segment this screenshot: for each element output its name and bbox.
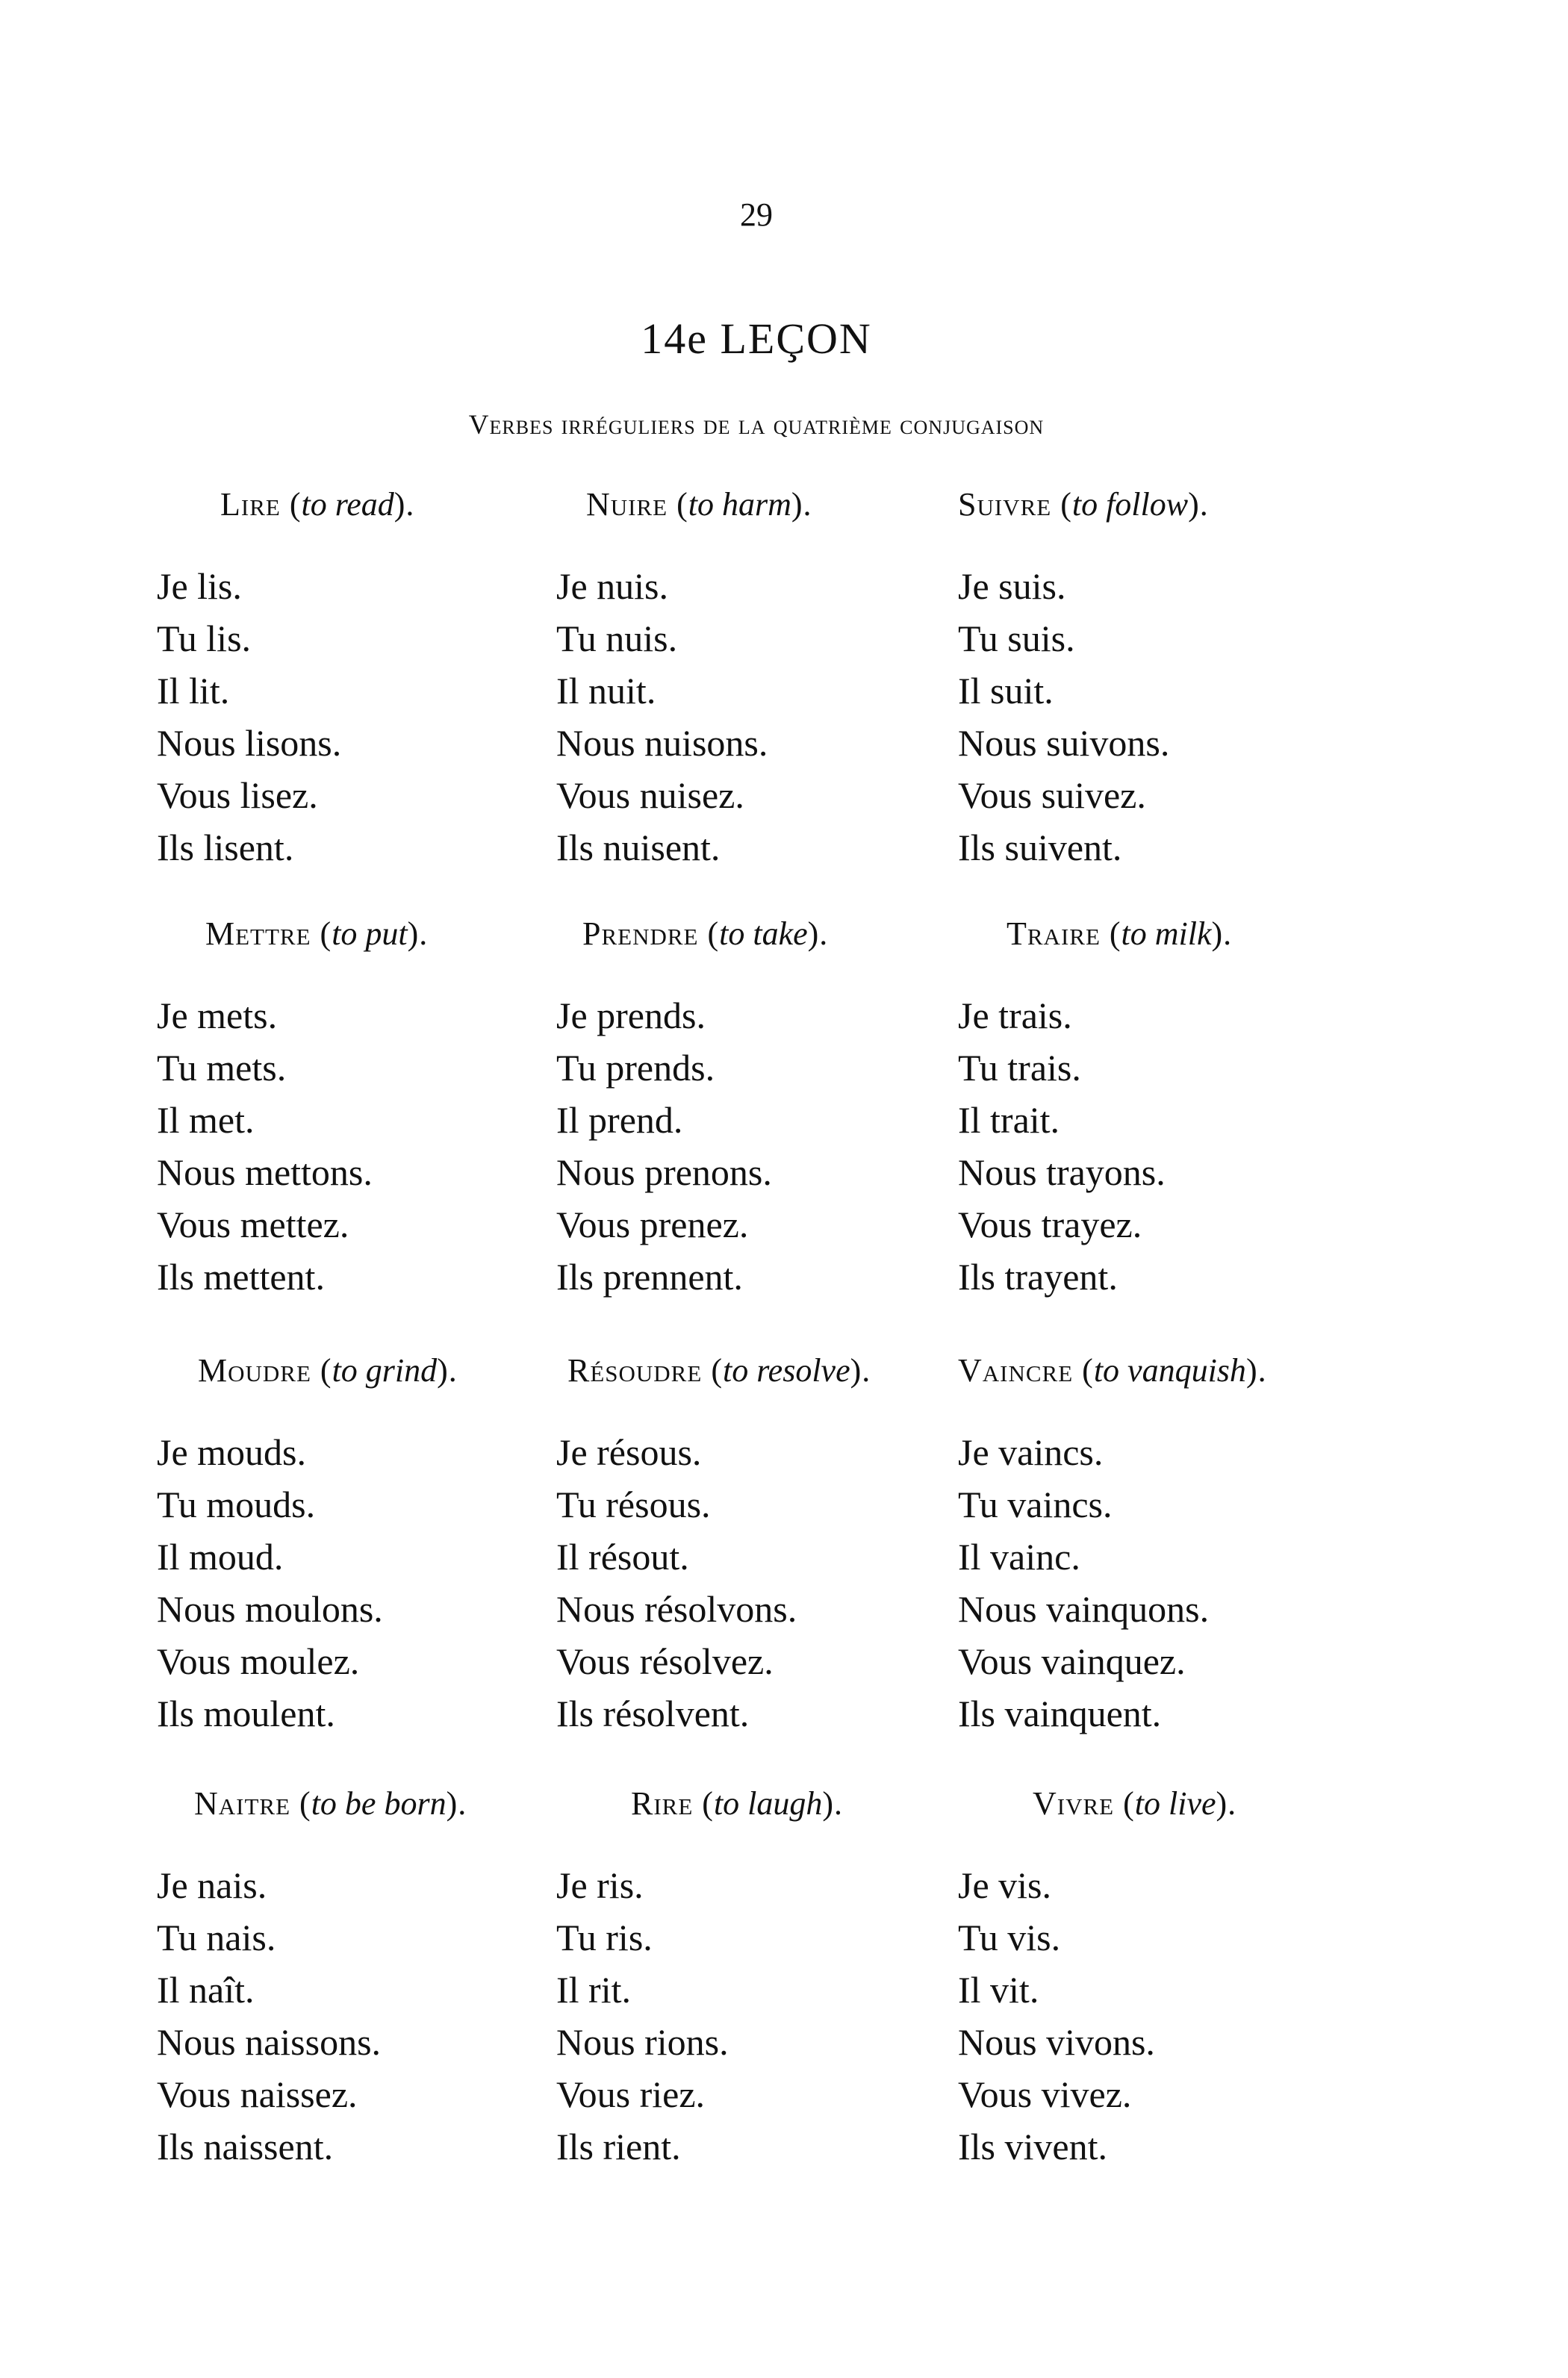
conjugation-list <box>556 1426 797 1740</box>
section-subtitle: Verbes irréguliers de la quatrième conjugaison <box>468 410 1045 441</box>
conjugation-form: Tu résous. <box>556 1484 711 1525</box>
conjugation-form: Ils trayent. <box>958 1256 1118 1298</box>
conjugation-form: Il met. <box>157 1099 255 1141</box>
verb-header <box>198 1351 458 1389</box>
gloss-open-paren: ( <box>693 1785 714 1822</box>
conjugation-list <box>157 560 341 874</box>
conjugation-form: Vous nuisez. <box>556 774 744 816</box>
verb-gloss: to grind <box>332 1352 438 1389</box>
verb-header <box>205 915 428 953</box>
gloss-open-paren: ( <box>311 915 332 952</box>
verb-infinitive: Traire <box>1007 915 1101 952</box>
conjugation-list <box>556 560 768 874</box>
verb-infinitive: Moudre <box>198 1352 311 1389</box>
conjugation-form: Il vit. <box>958 1969 1039 2011</box>
gloss-close-paren: ). <box>850 1352 871 1389</box>
verb-header <box>631 1784 843 1823</box>
conjugation-form: Il nuit. <box>556 670 656 712</box>
conjugation-form: Nous suivons. <box>958 722 1170 764</box>
conjugation-form: Ils lisent. <box>157 827 294 868</box>
lesson-title: 14e LEÇON <box>641 314 872 363</box>
conjugation-form: Ils suivent. <box>958 827 1122 868</box>
conjugation-form: Je vaincs. <box>958 1431 1104 1473</box>
conjugation-form: Je mets. <box>157 995 278 1036</box>
conjugation-form: Je nuis. <box>556 565 668 607</box>
conjugation-form: Tu mets. <box>157 1047 287 1089</box>
conjugation-form: Ils vivent. <box>958 2126 1107 2167</box>
verb-infinitive: Rire <box>631 1785 694 1822</box>
conjugation-form: Ils mettent. <box>157 1256 325 1298</box>
conjugation-form: Tu lis. <box>157 617 252 659</box>
conjugation-list <box>958 989 1166 1303</box>
verb-gloss: to follow <box>1071 486 1189 523</box>
verb-gloss: to harm <box>688 486 791 523</box>
conjugation-form: Ils prennent. <box>556 1256 743 1298</box>
verb-gloss: to put <box>332 915 408 952</box>
conjugation-form: Ils nuisent. <box>556 827 721 868</box>
verb-header <box>194 1784 467 1823</box>
conjugation-form: Je vis. <box>958 1864 1051 1906</box>
conjugation-form: Vous trayez. <box>958 1204 1142 1245</box>
conjugation-form: Il suit. <box>958 670 1054 712</box>
gloss-close-paren: ). <box>1216 1785 1237 1822</box>
verb-infinitive: Suivre <box>958 486 1052 523</box>
conjugation-form: Tu nais. <box>157 1917 276 1958</box>
conjugation-form: Vous riez. <box>556 2073 706 2115</box>
verb-infinitive: Nuire <box>586 486 668 523</box>
gloss-close-paren: ). <box>407 915 429 952</box>
conjugation-form: Je ris. <box>556 1864 644 1906</box>
gloss-open-paren: ( <box>1073 1352 1094 1389</box>
conjugation-form: Tu vis. <box>958 1917 1061 1958</box>
verb-header <box>567 1351 871 1389</box>
verb-header <box>1007 915 1232 953</box>
conjugation-form: Tu trais. <box>958 1047 1081 1089</box>
conjugation-form: Vous suivez. <box>958 774 1146 816</box>
conjugation-form: Ils moulent. <box>157 1693 335 1734</box>
page-number: 29 <box>740 196 773 233</box>
verb-gloss: to take <box>719 915 808 952</box>
gloss-close-paren: ). <box>1188 486 1209 523</box>
conjugation-form: Il vainc. <box>958 1536 1080 1578</box>
conjugation-list <box>157 1426 383 1740</box>
verb-infinitive: Naitre <box>194 1785 291 1822</box>
conjugation-form: Il résout. <box>556 1536 689 1578</box>
verb-infinitive: Prendre <box>582 915 699 952</box>
gloss-open-paren: ( <box>698 915 720 952</box>
gloss-open-paren: ( <box>668 486 688 523</box>
verb-header <box>582 915 828 953</box>
conjugation-list <box>157 1859 381 2173</box>
conjugation-form: Il naît. <box>157 1969 255 2011</box>
verb-header <box>586 485 812 523</box>
conjugation-form: Je trais. <box>958 995 1072 1036</box>
conjugation-form: Je nais. <box>157 1864 267 1906</box>
gloss-close-paren: ). <box>791 486 812 523</box>
gloss-close-paren: ). <box>1211 915 1233 952</box>
conjugation-form: Vous prenez. <box>556 1204 749 1245</box>
conjugation-form: Il rit. <box>556 1969 631 2011</box>
gloss-close-paren: ). <box>807 915 829 952</box>
conjugation-form: Ils naissent. <box>157 2126 334 2167</box>
conjugation-form: Nous trayons. <box>958 1151 1166 1193</box>
verb-gloss: to vanquish <box>1093 1352 1246 1389</box>
verb-gloss: to milk <box>1121 915 1212 952</box>
gloss-open-paren: ( <box>280 486 302 523</box>
gloss-open-paren: ( <box>311 1352 332 1389</box>
conjugation-form: Nous résolvons. <box>556 1588 797 1630</box>
conjugation-form: Je mouds. <box>157 1431 306 1473</box>
conjugation-form: Vous vainquez. <box>958 1640 1186 1682</box>
conjugation-form: Tu vaincs. <box>958 1484 1113 1525</box>
conjugation-form: Vous naissez. <box>157 2073 358 2115</box>
conjugation-list <box>958 1859 1155 2173</box>
conjugation-form: Tu nuis. <box>556 617 678 659</box>
verb-gloss: to laugh <box>713 1785 823 1822</box>
conjugation-form: Nous naissons. <box>157 2021 382 2063</box>
conjugation-form: Nous prenons. <box>556 1151 772 1193</box>
gloss-close-paren: ). <box>446 1785 467 1822</box>
conjugation-form: Vous résolvez. <box>556 1640 774 1682</box>
conjugation-form: Ils vainquent. <box>958 1693 1162 1734</box>
conjugation-form: Vous moulez. <box>157 1640 360 1682</box>
verb-infinitive: Lire <box>220 486 281 523</box>
conjugation-list <box>958 1426 1209 1740</box>
conjugation-form: Nous rions. <box>556 2021 729 2063</box>
conjugation-form: Je prends. <box>556 995 706 1036</box>
conjugation-list <box>556 1859 729 2173</box>
conjugation-form: Nous lisons. <box>157 722 342 764</box>
conjugation-form: Ils rient. <box>556 2126 681 2167</box>
conjugation-form: Vous lisez. <box>157 774 318 816</box>
conjugation-form: Tu suis. <box>958 617 1075 659</box>
conjugation-form: Je lis. <box>157 565 242 607</box>
conjugation-form: Tu prends. <box>556 1047 715 1089</box>
conjugation-form: Tu ris. <box>556 1917 653 1958</box>
verb-header <box>1033 1784 1236 1823</box>
conjugation-list <box>157 989 373 1303</box>
verb-infinitive: Vaincre <box>958 1352 1074 1389</box>
gloss-close-paren: ). <box>822 1785 844 1822</box>
gloss-open-paren: ( <box>702 1352 723 1389</box>
conjugation-form: Nous moulons. <box>157 1588 383 1630</box>
verb-header <box>958 485 1209 523</box>
gloss-open-paren: ( <box>1051 486 1072 523</box>
verb-infinitive: Mettre <box>205 915 311 952</box>
verb-gloss: to live <box>1134 1785 1216 1822</box>
gloss-close-paren: ). <box>437 1352 458 1389</box>
conjugation-form: Vous vivez. <box>958 2073 1132 2115</box>
verb-gloss: to read <box>301 486 394 523</box>
verb-gloss: to resolve <box>722 1352 850 1389</box>
verb-infinitive: Résoudre <box>567 1352 703 1389</box>
conjugation-form: Nous vivons. <box>958 2021 1155 2063</box>
conjugation-form: Je suis. <box>958 565 1066 607</box>
conjugation-form: Nous nuisons. <box>556 722 768 764</box>
verb-gloss: to be born <box>311 1785 447 1822</box>
verb-infinitive: Vivre <box>1033 1785 1115 1822</box>
gloss-open-paren: ( <box>1114 1785 1135 1822</box>
gloss-close-paren: ). <box>1245 1352 1267 1389</box>
gloss-open-paren: ( <box>1100 915 1121 952</box>
conjugation-list <box>958 560 1169 874</box>
conjugation-form: Il lit. <box>157 670 230 712</box>
conjugation-form: Il prend. <box>556 1099 683 1141</box>
gloss-open-paren: ( <box>290 1785 311 1822</box>
conjugation-form: Tu mouds. <box>157 1484 316 1525</box>
verb-header <box>220 485 414 523</box>
conjugation-form: Nous mettons. <box>157 1151 373 1193</box>
verb-header <box>958 1351 1267 1389</box>
conjugation-form: Ils résolvent. <box>556 1693 750 1734</box>
conjugation-form: Je résous. <box>556 1431 702 1473</box>
gloss-close-paren: ). <box>393 486 415 523</box>
conjugation-form: Vous mettez. <box>157 1204 349 1245</box>
conjugation-form: Il moud. <box>157 1536 284 1578</box>
conjugation-list <box>556 989 772 1303</box>
conjugation-form: Il trait. <box>958 1099 1060 1141</box>
conjugation-form: Nous vainquons. <box>958 1588 1210 1630</box>
